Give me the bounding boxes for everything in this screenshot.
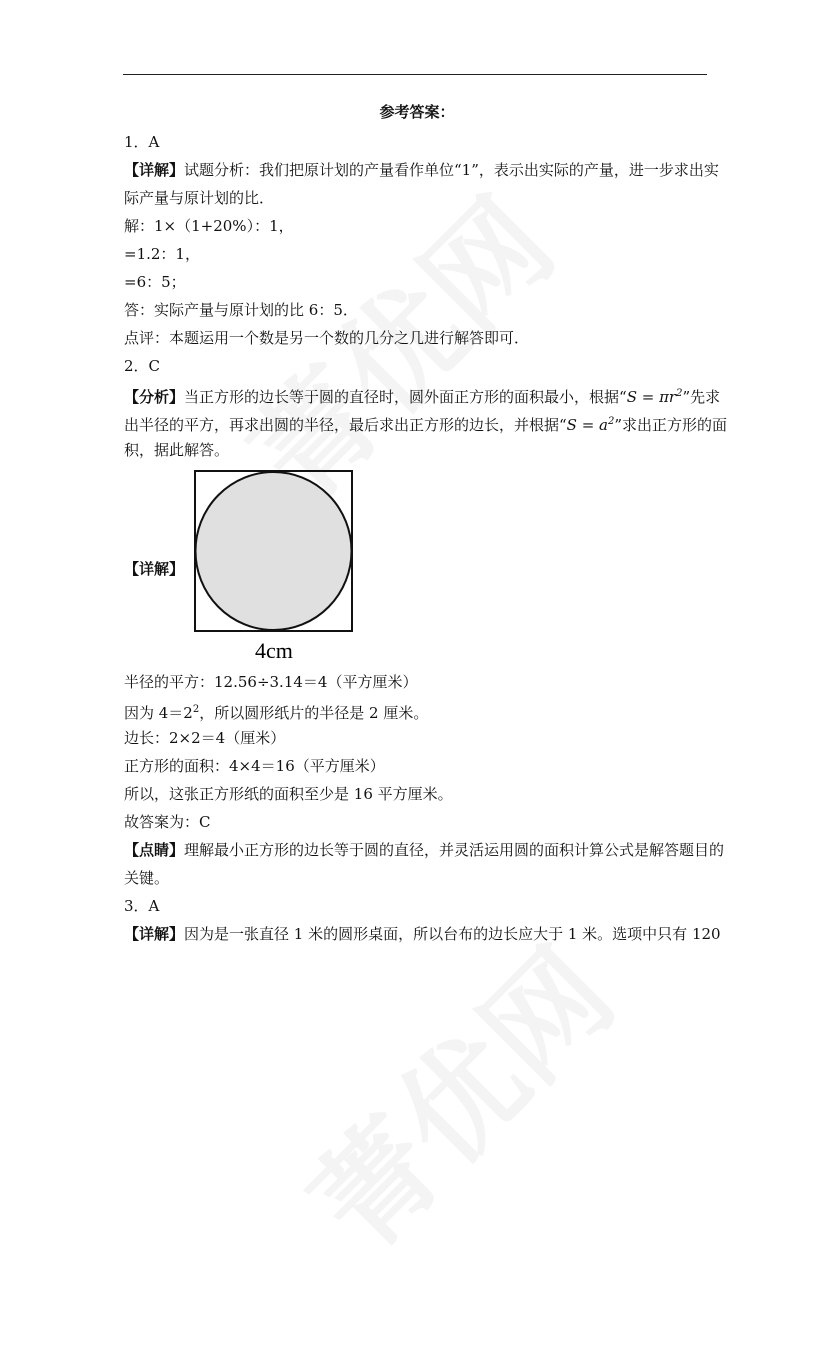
q3-detail-text: 因为是一张直径 1 米的圆形桌面，所以台布的边长应大于 1 米。选项中只有 120 bbox=[184, 925, 721, 943]
q2-point-a: 理解最小正方形的边长等于圆的直径，并灵活运用圆的面积计算公式是解答题目的 bbox=[184, 841, 725, 859]
q1-step-1: 解：1×（1+20%）：1， bbox=[124, 217, 294, 235]
q2-line-2-exp: 2 bbox=[192, 704, 200, 715]
q1-answer: 答：实际产量与原计划的比 6：5． bbox=[124, 301, 358, 319]
square-area-formula bbox=[567, 416, 615, 434]
formula2-base: S = a bbox=[566, 416, 608, 434]
q2-analysis-c: 出半径的平方，再求出圆的半径，最后求出正方形的边长，并根据“ bbox=[124, 416, 567, 434]
q3-detail bbox=[124, 920, 721, 948]
q2-analysis-tag: 【分析】 bbox=[124, 388, 185, 406]
q2-analysis-d: ”求出正方形的面 bbox=[614, 416, 728, 434]
formula1-base: S = πr bbox=[626, 388, 677, 406]
q2-line-2 bbox=[124, 696, 710, 724]
figure-side-label: 4cm bbox=[255, 638, 293, 663]
q2-analysis-1 bbox=[124, 380, 721, 408]
circle-area-formula bbox=[627, 388, 683, 406]
formula1-exp: 2 bbox=[676, 388, 683, 399]
q2-line-1: 半径的平方：12.56÷3.14＝4（平方厘米） bbox=[124, 673, 418, 691]
q3-detail-tag: 【详解】 bbox=[124, 925, 185, 943]
q2-point-tag: 【点睛】 bbox=[124, 841, 185, 859]
q1-step-3: =6：5； bbox=[124, 273, 186, 291]
q2-figure-row bbox=[124, 470, 710, 664]
q2-line-6: 故答案为：C bbox=[124, 813, 211, 831]
q2-detail-tag: 【详解】 bbox=[124, 560, 185, 578]
q2-line-2-head: 因为 4＝2 bbox=[124, 704, 193, 722]
q1-detail-tag: 【详解】 bbox=[124, 161, 185, 179]
q2-line-3: 边长：2×2＝4（厘米） bbox=[124, 729, 286, 747]
header-rule bbox=[123, 74, 707, 75]
q3-number: 3．A bbox=[124, 897, 160, 915]
circle-shape bbox=[196, 472, 352, 630]
q1-detail bbox=[124, 156, 719, 184]
q2-analysis-3: 积，据此解答。 bbox=[124, 441, 230, 459]
formula2-exp: 2 bbox=[608, 416, 615, 427]
q2-analysis-2 bbox=[124, 408, 728, 436]
q2-line-2-tail: ，所以圆形纸片的半径是 2 厘米。 bbox=[199, 704, 429, 722]
q2-line-5: 所以，这张正方形纸的面积至少是 16 平方厘米。 bbox=[124, 785, 453, 803]
page-title: 参考答案： bbox=[379, 103, 455, 121]
q1-detail-cont: 际产量与原计划的比． bbox=[124, 189, 275, 207]
q2-line-4: 正方形的面积：4×4＝16（平方厘米） bbox=[124, 757, 385, 775]
q2-number: 2．C bbox=[124, 357, 161, 375]
circle-in-square-figure bbox=[194, 470, 364, 664]
watermark-bottom bbox=[268, 948, 692, 1372]
answer-document bbox=[124, 96, 728, 948]
q2-point-cont: 关键。 bbox=[124, 869, 170, 887]
q1-detail-text-a: 试题分析：我们把原计划的产量看作单位“1”，表示出实际的产量，进一步求出实 bbox=[184, 161, 719, 179]
q1-step-2: =1.2：1， bbox=[124, 245, 200, 263]
q2-analysis-a: 当正方形的边长等于圆的直径时，圆外面正方形的面积最小，根据“ bbox=[184, 388, 627, 406]
q1-comment: 点评：本题运用一个数是另一个数的几分之几进行解答即可． bbox=[124, 329, 530, 347]
q2-analysis-b: ”先求 bbox=[682, 388, 721, 406]
q1-number: 1．A bbox=[124, 133, 160, 151]
q2-point bbox=[124, 836, 725, 864]
